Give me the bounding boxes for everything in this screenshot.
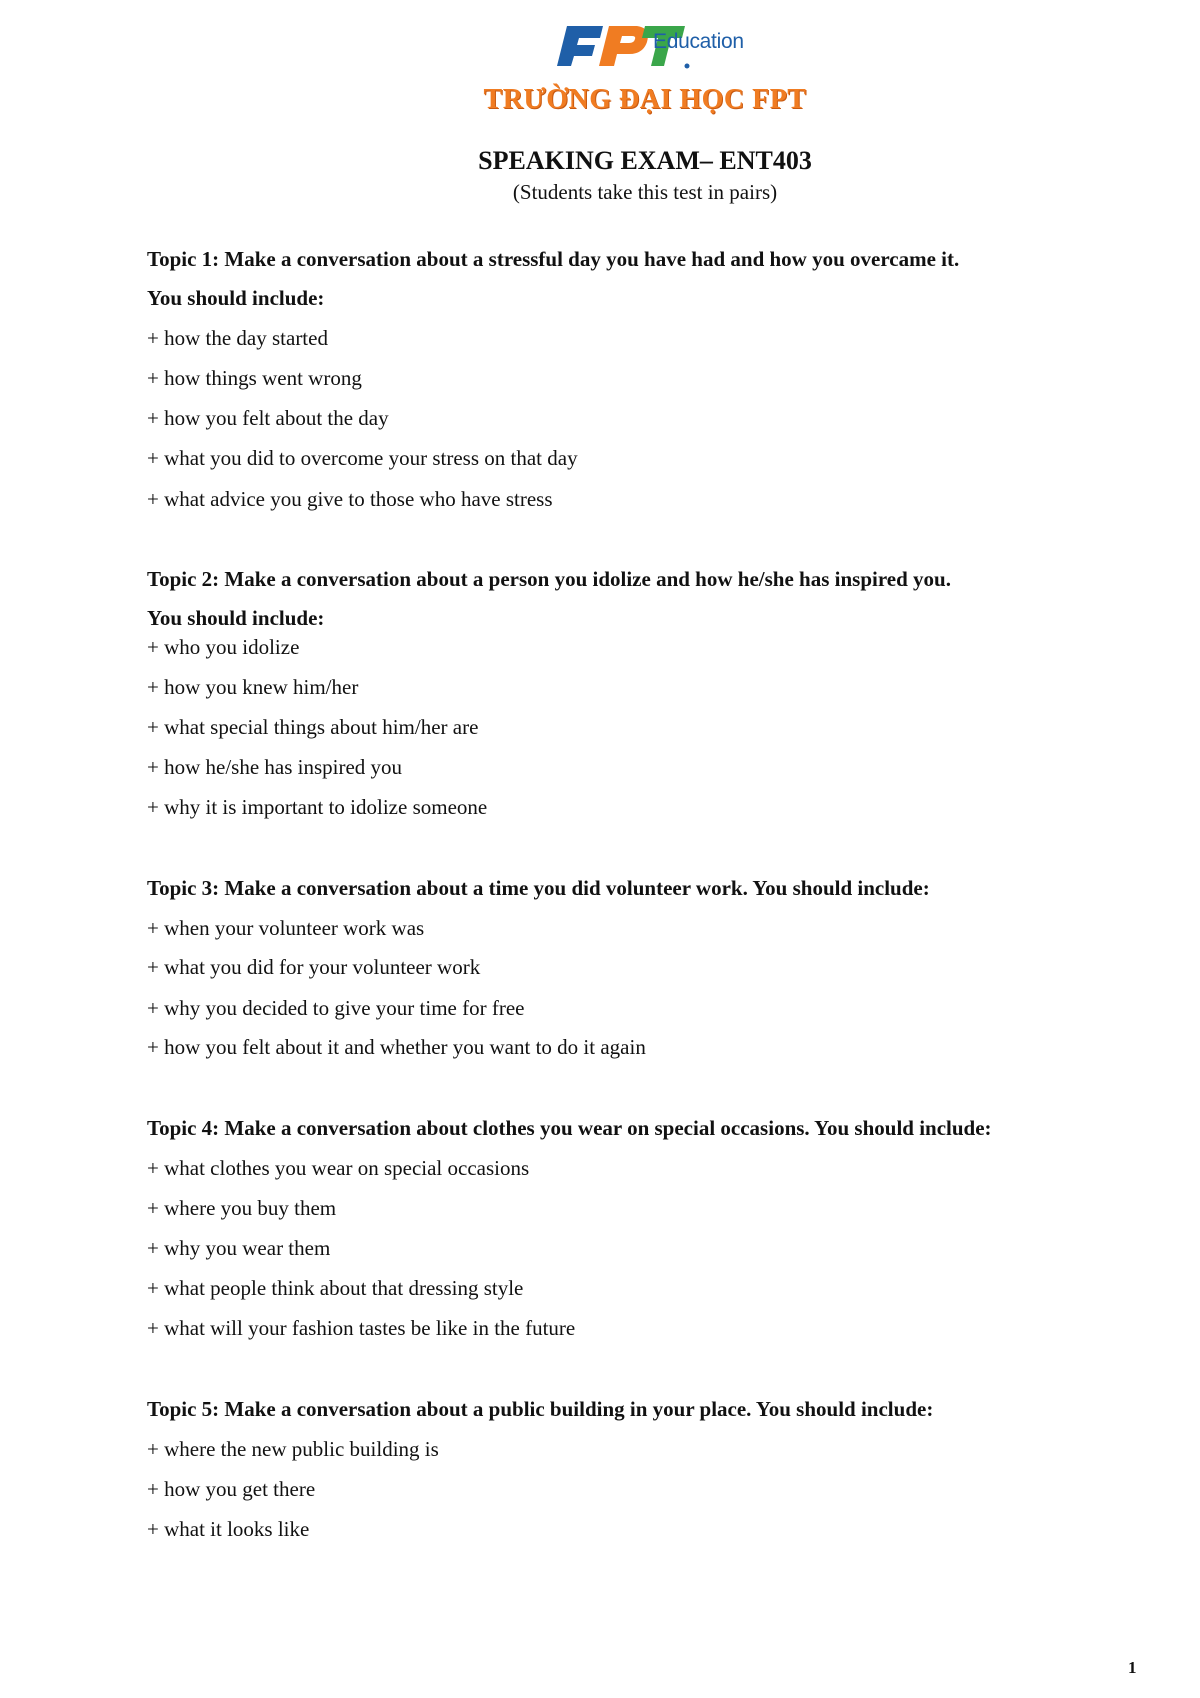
topic-4-item: + what people think about that dressing style <box>147 1276 524 1300</box>
topic-5-item: + what it looks like <box>147 1517 310 1541</box>
topic-1-item: + what advice you give to those who have stress <box>147 487 553 511</box>
topic-4-heading: Topic 4: Make a conversation about clothes you wear on special occasions. You should include: <box>147 1116 992 1140</box>
topic-4-item: + what will your fashion tastes be like in the future <box>147 1316 576 1340</box>
topic-4-item: + why you wear them <box>147 1236 331 1260</box>
topic-1-item: + how things went wrong <box>147 366 362 390</box>
page-number: 1 <box>1128 1658 1137 1677</box>
logo-wordmark: Education <box>653 30 744 53</box>
topic-3-item: + why you decided to give your time for free <box>147 996 525 1020</box>
exam-subtitle: (Students take this test in pairs) <box>512 180 778 204</box>
exam-title: SPEAKING EXAM– ENT403 <box>478 146 812 175</box>
topic-2-item: + why it is important to idolize someone <box>147 795 488 819</box>
university-name: TRƯỜNG ĐẠI HỌC FPT <box>483 84 807 115</box>
topic-5-heading: Topic 5: Make a conversation about a public building in your place. You should include: <box>147 1397 934 1421</box>
topic-1-item: + how you felt about the day <box>147 406 389 430</box>
topic-2-item: + who you idolize <box>147 635 300 659</box>
topic-1-include-label: You should include: <box>147 286 325 310</box>
topic-5-item: + how you get there <box>147 1477 316 1501</box>
topic-3-heading: Topic 3: Make a conversation about a time you did volunteer work. You should include: <box>147 876 930 900</box>
topic-1-item: + how the day started <box>147 326 328 350</box>
topic-4-item: + where you buy them <box>147 1196 337 1220</box>
topic-2-heading: Topic 2: Make a conversation about a person you idolize and how he/she has inspired you. <box>147 567 951 591</box>
topic-4-item: + what clothes you wear on special occasions <box>147 1156 530 1180</box>
topic-1-item: + what you did to overcome your stress on that day <box>147 446 578 470</box>
topic-3-item: + how you felt about it and whether you want to do it again <box>147 1035 646 1059</box>
topic-3-item: + what you did for your volunteer work <box>147 955 481 979</box>
topic-1-heading: Topic 1: Make a conversation about a stressful day you have had and how you overcame it. <box>147 247 960 271</box>
topic-3-item: + when your volunteer work was <box>147 916 425 940</box>
topic-2-include-label: You should include: <box>147 606 325 630</box>
topic-2-item: + how he/she has inspired you <box>147 755 403 779</box>
topic-2-item: + how you knew him/her <box>147 675 359 699</box>
topic-5-item: + where the new public building is <box>147 1437 439 1461</box>
topic-2-item: + what special things about him/her are <box>147 715 479 739</box>
